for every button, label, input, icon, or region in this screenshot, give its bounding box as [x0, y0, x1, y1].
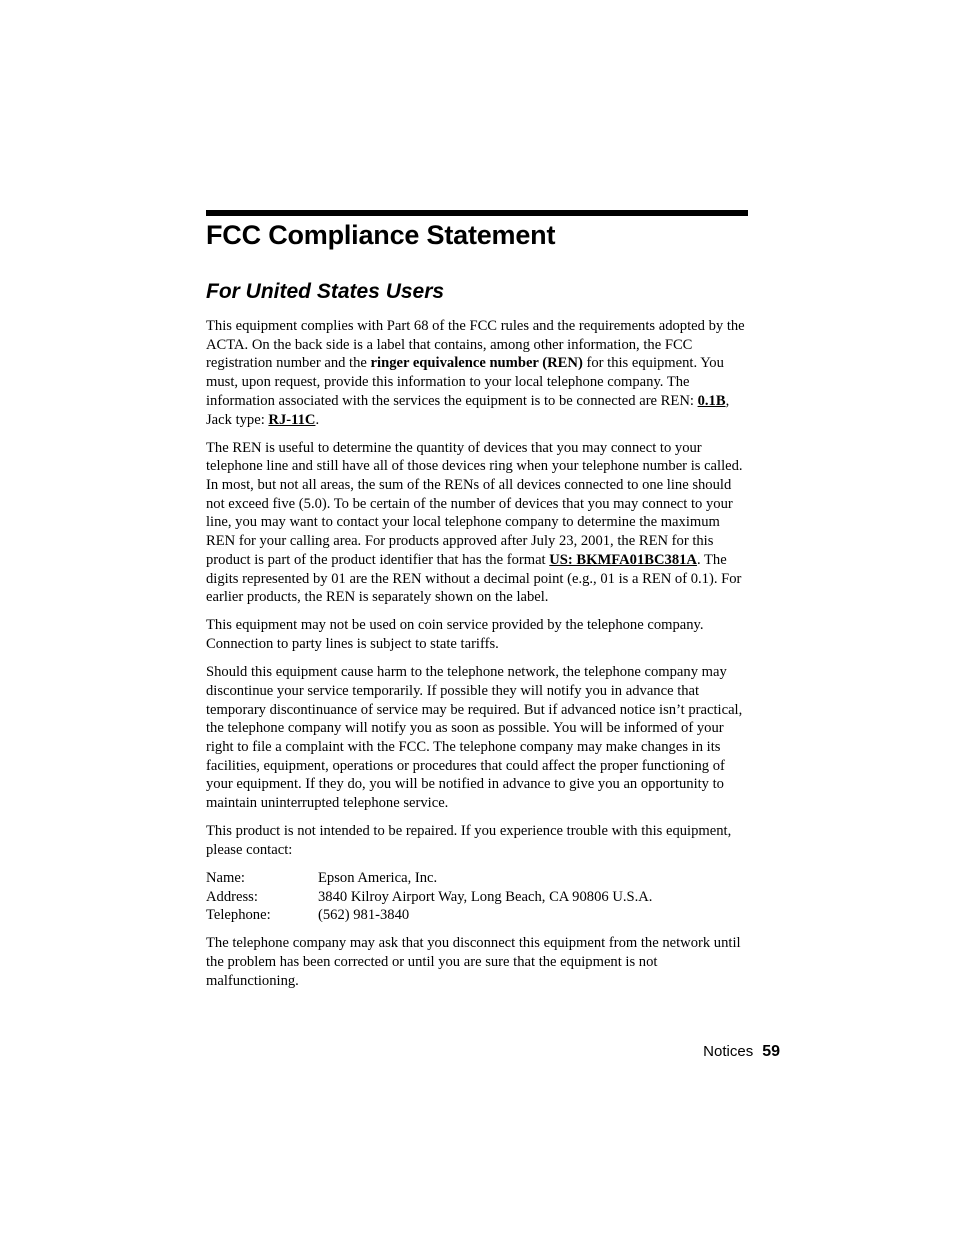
jack-type-value: RJ-11C	[268, 411, 316, 428]
text: , Jack type:	[206, 392, 730, 428]
page-footer	[600, 1041, 780, 1063]
text: . The digits represented by 01 are the REN without a decimal point (e.g., 01 is a REN of 0.1). For earlier products, the REN is separately shown on the label.	[206, 551, 742, 606]
paragraph-disconnect: The telephone company may ask that you disconnect this equipment from the network until the problem has been corrected or until you are sure that the equipment is not malfunctioning.	[206, 935, 741, 989]
document-body	[206, 317, 751, 1000]
contact-phone-value: (562) 981-3840	[318, 907, 410, 924]
contact-name-value: Epson America, Inc.	[318, 869, 438, 886]
text: This equipment complies with Part 68 of the FCC rules and the requirements adopted by the ACTA. On the back side is a label that contains, among other information, the FCC registration number and the	[206, 318, 745, 372]
contact-phone-row	[206, 906, 751, 925]
text: for this equipment. You must, upon request, provide this information to your local telephone company. The information associated with the services the equipment is to be connected are REN:	[206, 355, 724, 409]
paragraph-registration	[206, 317, 751, 429]
page-title: FCC Compliance Statement	[206, 220, 556, 250]
paragraph-coin-service: This equipment may not be used on coin service provided by the telephone company. Connection to party lines is subject to state tariffs.	[206, 617, 704, 653]
contact-address-label: Address:	[206, 888, 258, 905]
product-identifier: US: BKMFA01BC381A	[549, 551, 697, 568]
text: The REN is useful to determine the quantity of devices that you may connect to your telephone line and still have all of those devices ring when your telephone number is called. In most, but not all areas, the sum of the RENs of all devices connected to one line should not exceed five (5.0). To be certain of the number of devices that you may connect to your line, you may want to contact your local telephone company to determine the maximum REN for your calling area. For products approved after July 23, 2001, the REN for this product is part of the product identifier that has the format	[206, 439, 743, 568]
section-heading: For United States Users	[206, 280, 445, 303]
ren-value: 0.1B	[697, 392, 726, 409]
ren-term: ringer equivalence number (REN)	[370, 355, 583, 372]
contact-address-value: 3840 Kilroy Airport Way, Long Beach, CA 90806 U.S.A.	[318, 888, 653, 905]
paragraph-repair: This product is not intended to be repaired. If you experience trouble with this equipment, please contact:	[206, 823, 732, 858]
contact-name-row	[206, 869, 751, 888]
paragraph-network-harm: Should this equipment cause harm to the telephone network, the telephone company may discontinue your service temporarily. If possible they will notify you in advance that temporary discontinuance of service may be required. But if advanced notice isn’t practical, the telephone company will notify you as soon as possible. You will be informed of your right to file a complaint with the FCC. The telephone company may make changes in its facilities, equipment, operations or procedures that could affect the proper functioning of your equipment. If they do, you will be notified in advance to give you an opportunity to maintain uninterrupted telephone service.	[206, 664, 743, 812]
footer-section: Notices	[703, 1043, 754, 1060]
page-number: 59	[762, 1043, 780, 1060]
paragraph-ren	[206, 439, 751, 607]
text: .	[315, 411, 320, 428]
contact-address-row	[206, 888, 751, 907]
contact-phone-label: Telephone:	[206, 907, 271, 924]
contact-name-label: Name:	[206, 869, 245, 886]
contact-info	[206, 869, 751, 925]
